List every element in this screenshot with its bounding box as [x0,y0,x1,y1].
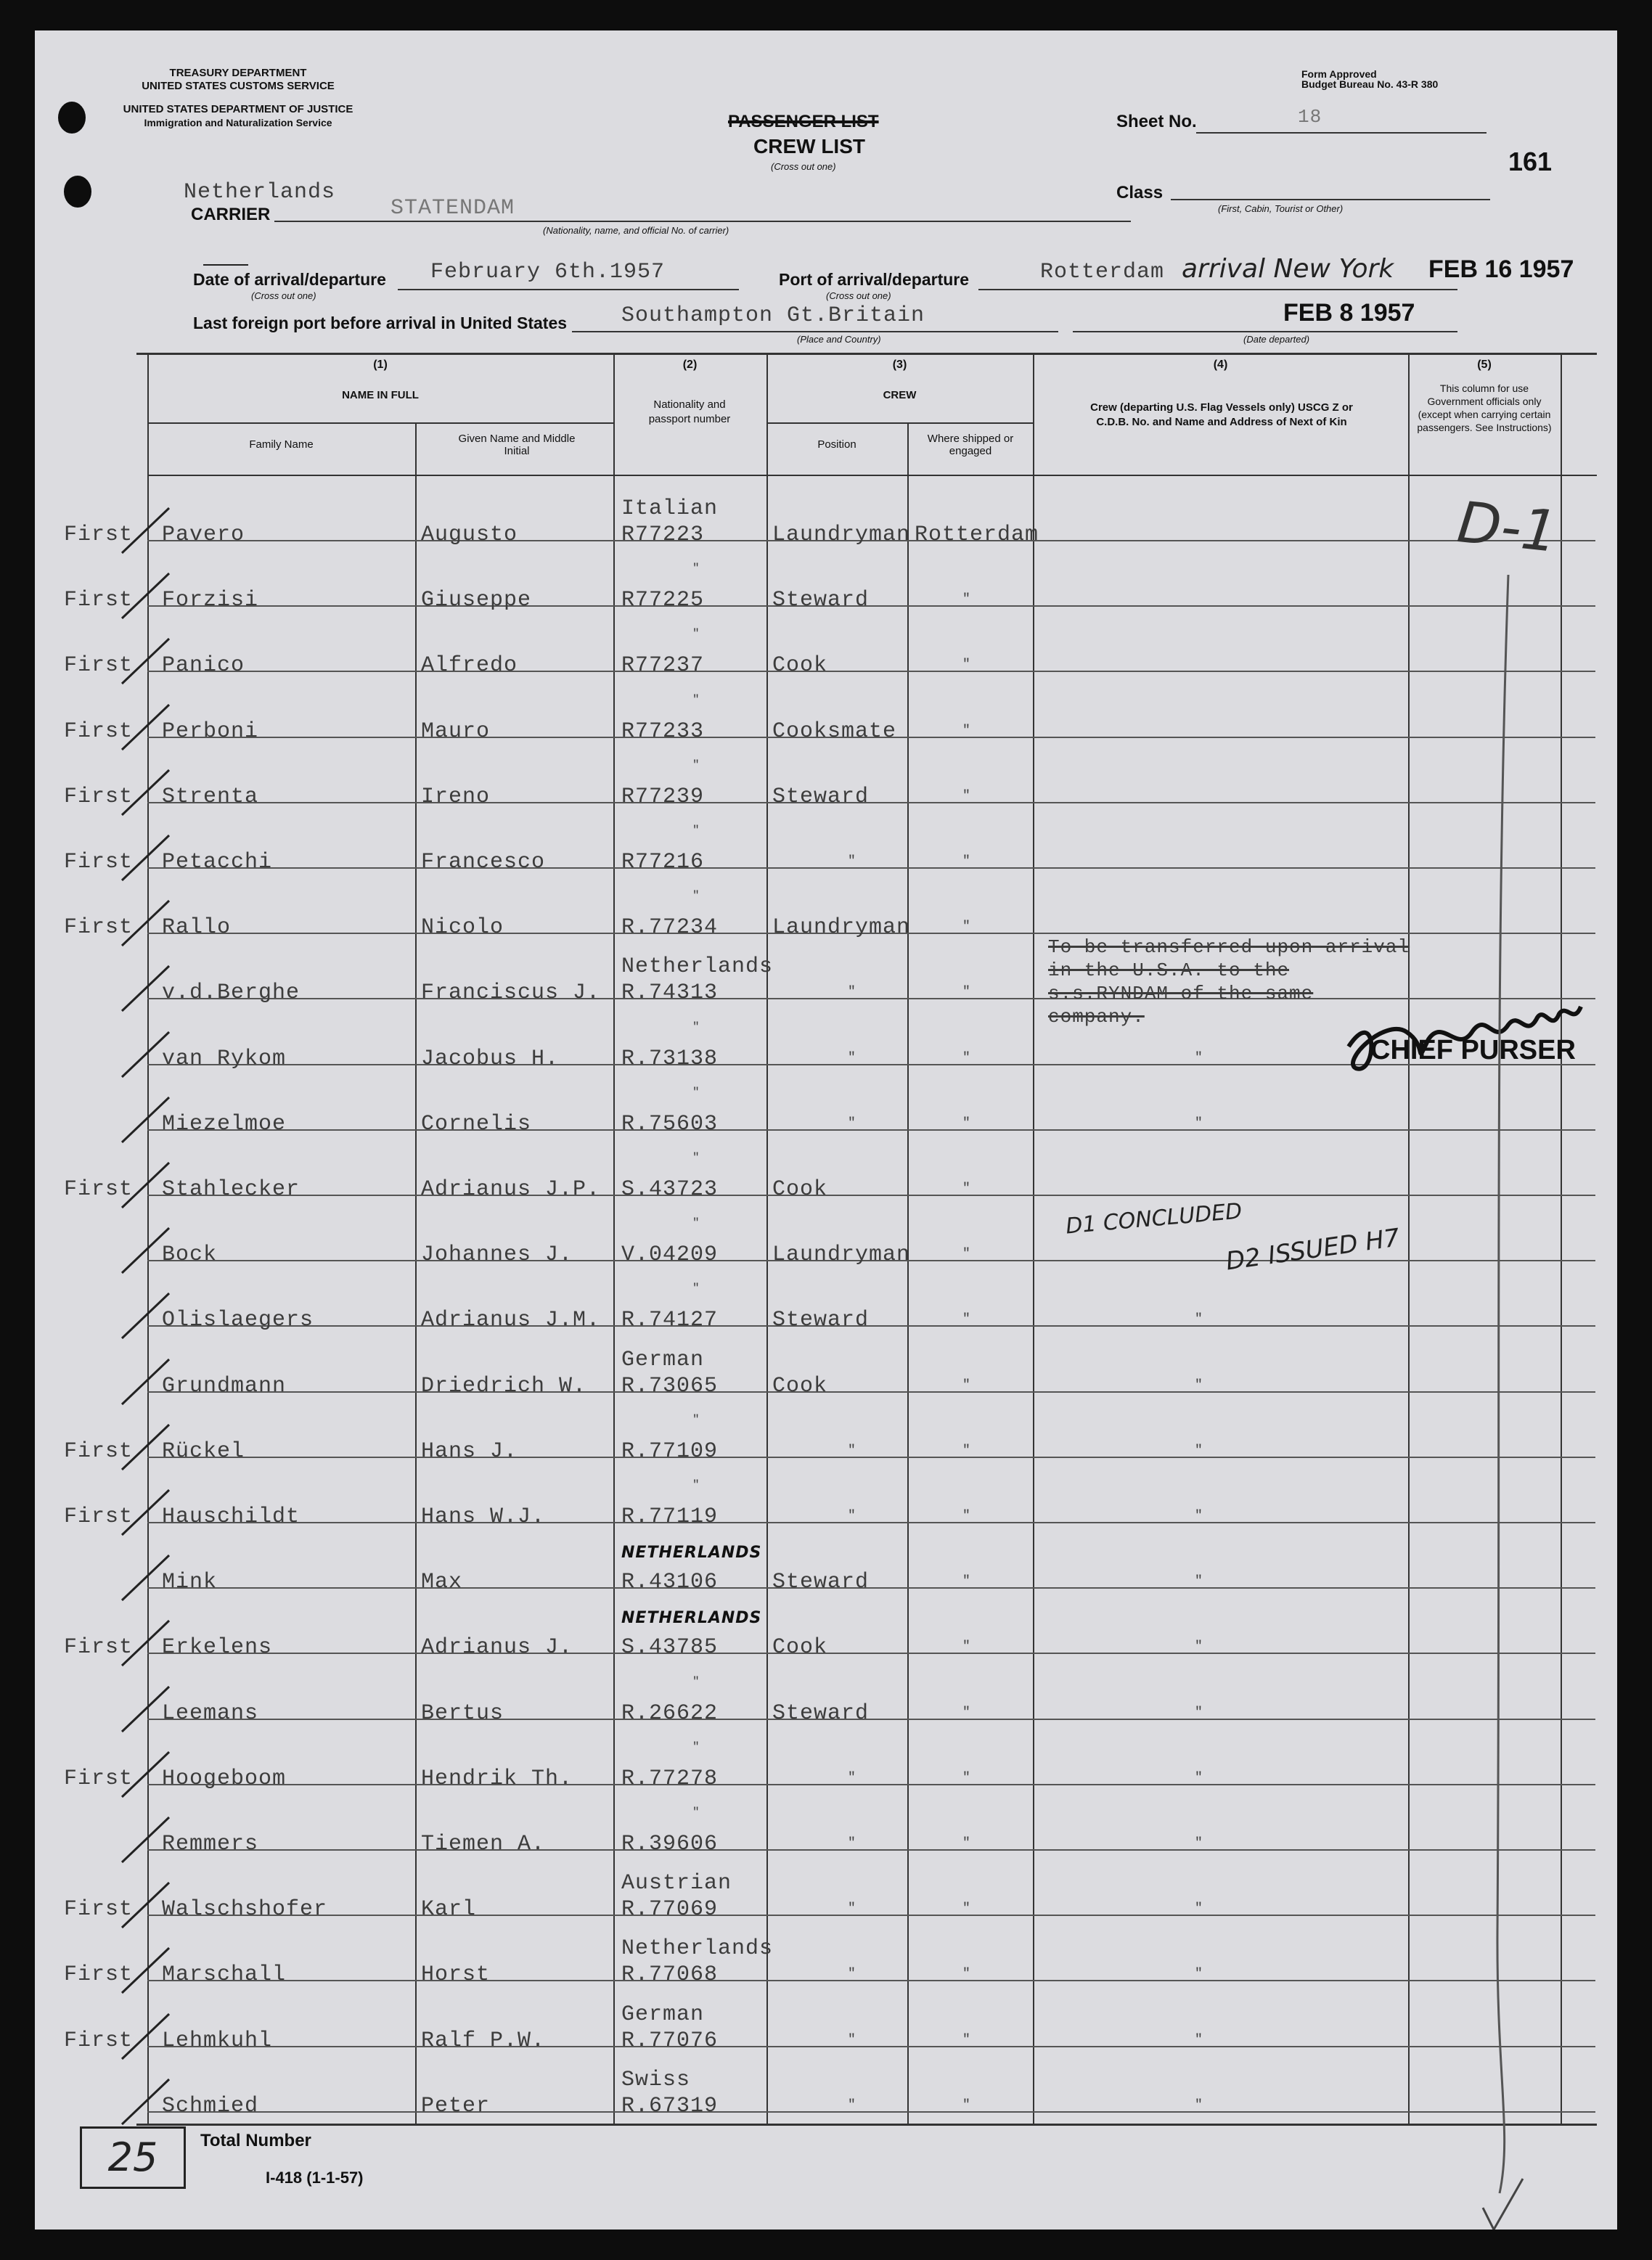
family-name-cell: Hauschildt [162,1504,300,1529]
given-name-cell: Peter [421,2094,491,2118]
check-mark-icon [118,1877,176,1935]
row-first-mark: First [64,653,134,678]
nationality-cell: " [692,627,700,640]
row-rule [147,1195,1595,1196]
given-name-cell: Tiemen A. [421,1832,546,1856]
col4-number: (4) [1213,359,1228,371]
given-name-cell: Horst [421,1962,491,1987]
nationality-cell: " [692,1675,700,1688]
next-of-kin-cell: " [1195,2033,1203,2047]
where-shipped-cell: " [962,985,971,999]
next-of-kin-cell: " [1195,1509,1203,1523]
family-name-cell: Rallo [162,915,232,940]
nationality-cell: German [621,2002,705,2027]
where-shipped-cell: " [962,1901,971,1916]
cross-out-hint: (Cross out one) [771,161,836,172]
given-name-cell: Alfredo [421,653,518,678]
where-shipped-cell: " [962,1312,971,1327]
given-name-cell: Adrianus J. [421,1635,573,1660]
row-rule [147,802,1595,803]
position-cell: " [848,1444,856,1458]
total-label: Total Number [200,2131,311,2150]
passport-cell: S.43785 [621,1635,719,1660]
row-first-mark: First [64,785,134,809]
check-mark-icon [118,1615,176,1673]
position-cell: " [848,2033,856,2047]
row-rule [147,867,1595,869]
row-first-mark: First [64,1635,134,1660]
family-name-cell: Marschall [162,1962,287,1987]
arrival-note: arrival New York [1182,254,1394,284]
given-name-cell: Hendrik Th. [421,1766,573,1791]
gov-bracket-line [1479,553,1530,2230]
given-name-cell: Johannes J. [421,1242,573,1267]
check-mark-icon [118,1549,176,1608]
where-shipped-cell: " [962,2098,971,2113]
next-of-kin-cell: " [1195,1706,1203,1720]
check-mark-icon [118,1092,176,1150]
given-name-cell: Hans J. [421,1439,518,1464]
row-rule [147,1653,1595,1654]
row-first-mark: First [64,2028,134,2053]
nationality-cell: " [692,1282,700,1295]
nationality-cell: NETHERLANDS [621,1544,762,1562]
total-value: 25 [107,2134,158,2180]
row-rule [147,1849,1595,1851]
col4-title: Crew (departing U.S. Flag Vessels only) USCG Z or C.D.B. No. and Name and Address of Next of Kin [1090,401,1353,428]
family-name-cell: Hoogeboom [162,1766,287,1791]
col-position: Position [817,438,856,451]
check-mark-icon [118,2008,176,2066]
row-first-mark: First [64,1439,134,1464]
given-name-cell: Adrianus J.M. [421,1308,601,1332]
arrival-stamp: FEB 16 1957 [1428,255,1574,283]
given-name-cell: Ireno [421,785,491,809]
carrier-name: STATENDAM [390,196,515,221]
transfer-note-line4: company. [1048,1006,1145,1028]
next-of-kin-cell: " [1195,1639,1203,1654]
nationality-cell: " [692,889,700,902]
family-name-cell: Petacchi [162,850,273,875]
family-name-cell: Grundmann [162,1374,287,1399]
page-number: 161 [1508,147,1553,176]
where-shipped-cell: Rotterdam [915,523,1039,547]
where-shipped-cell: " [962,1967,971,1981]
where-shipped-cell: " [962,1771,971,1785]
family-name-cell: Walschshofer [162,1897,328,1922]
position-cell: " [848,1509,856,1523]
port-hint: (Cross out one) [826,290,891,301]
carrier-label: CARRIER [191,205,271,224]
next-of-kin-cell: " [1195,1967,1203,1981]
row-first-mark: First [64,1177,134,1202]
col-where-shipped: Where shipped or engaged [927,433,1014,457]
check-mark-icon [118,2073,176,2132]
budget-bureau: Budget Bureau No. 43-R 380 [1301,78,1439,90]
where-shipped-cell: " [962,1444,971,1458]
position-cell: Steward [772,1570,870,1594]
transfer-note-line3: s.s.RYNDAM of the same [1048,983,1314,1004]
check-mark-icon [118,1287,176,1346]
position-cell: Laundryman [772,523,911,547]
transfer-note-line1: To be transferred upon arrival [1048,936,1410,958]
where-shipped-cell: " [962,1116,971,1131]
next-of-kin-cell: " [1195,1836,1203,1851]
date-value: February 6th.1957 [430,260,666,284]
col1-title: NAME IN FULL [342,389,419,401]
date-departed-stamp: FEB 8 1957 [1283,299,1415,327]
family-name-cell: Olislaegers [162,1308,314,1332]
last-port-value: Southampton Gt.Britain [621,303,925,328]
given-name-cell: Giuseppe [421,588,532,613]
row-first-mark: First [64,915,134,940]
passport-cell: R.77119 [621,1504,719,1529]
passport-cell: R.77068 [621,1962,719,1987]
next-of-kin-cell: " [1195,1312,1203,1327]
check-mark-icon [118,568,176,626]
next-of-kin-cell: " [1195,1771,1203,1785]
row-rule [147,1980,1595,1981]
where-shipped-cell: " [962,1574,971,1589]
check-mark-icon [118,1811,176,1870]
given-name-cell: Mauro [421,719,491,744]
row-first-mark: First [64,850,134,875]
family-name-cell: Erkelens [162,1635,273,1660]
family-name-cell: Schmied [162,2094,259,2118]
passport-cell: R.67319 [621,2094,719,2118]
chief-purser: CHIEF PURSER [1370,1035,1576,1065]
nationality-cell: " [692,1020,700,1033]
check-mark-icon [118,1157,176,1215]
given-name-cell: Jacobus H. [421,1047,560,1071]
agency-justice: UNITED STATES DEPARTMENT OF JUSTICE [123,103,353,115]
nationality-cell: Swiss [621,2068,691,2092]
family-name-cell: Remmers [162,1832,259,1856]
purser-signature [1334,974,1595,1090]
given-name-cell: Ralf P.W. [421,2028,546,2053]
col5-title: This column for use Government officials only (except when carrying certain passengers. See Instructions) [1417,382,1552,433]
passport-cell: R77225 [621,588,705,613]
row-first-mark: First [64,1766,134,1791]
row-rule [147,1457,1595,1458]
crew-list-title: CREW LIST [753,135,865,157]
nationality-cell: Netherlands [621,954,774,979]
col5-number: (5) [1477,359,1492,371]
class-label: Class [1116,183,1164,202]
given-name-cell: Driedrich W. [421,1374,587,1399]
date-hint: (Cross out one) [251,290,316,301]
position-cell: Cook [772,653,828,678]
given-name-cell: Bertus [421,1701,504,1726]
nationality-cell: NETHERLANDS [621,1609,762,1627]
next-of-kin-cell: " [1195,1444,1203,1458]
nationality-cell: " [692,1151,700,1164]
passport-cell: R.73065 [621,1374,719,1399]
date-departed-hint: (Date departed) [1243,334,1310,345]
position-cell: Steward [772,588,870,613]
col3-number: (3) [892,359,907,371]
check-mark-icon [118,1026,176,1084]
row-first-mark: First [64,1504,134,1529]
row-rule [147,2046,1595,2047]
nationality-cell: " [692,1413,700,1426]
where-shipped-cell: " [962,1378,971,1393]
given-name-cell: Adrianus J.P. [421,1177,601,1202]
family-name-cell: Mink [162,1570,218,1594]
punch-hole [58,102,86,134]
row-rule [147,671,1595,672]
position-cell: Steward [772,1701,870,1726]
position-cell: " [848,985,856,999]
family-name-cell: Panico [162,653,245,678]
where-shipped-cell: " [962,1706,971,1720]
date-label: Date of arrival/departure [193,270,386,289]
next-of-kin-cell: " [1195,1051,1203,1065]
next-of-kin-cell: " [1195,1574,1203,1589]
passenger-list-struck: PASSENGER LIST [728,112,879,131]
given-name-cell: Nicolo [421,915,504,940]
where-shipped-cell: " [962,1639,971,1654]
row-rule [147,1391,1595,1393]
position-cell: Steward [772,1308,870,1332]
agency-customs: UNITED STATES CUSTOMS SERVICE [142,80,335,92]
total-box [80,2126,186,2189]
passport-cell: R.75603 [621,1112,719,1137]
sheet-no-value: 18 [1298,106,1322,128]
col2-number: (2) [682,359,698,371]
row-rule [147,1522,1595,1523]
carrier-hint: (Nationality, name, and official No. of carrier) [543,225,729,236]
class-hint: (First, Cabin, Tourist or Other) [1218,203,1344,214]
row-first-mark: First [64,1962,134,1987]
where-shipped-cell: " [962,2033,971,2047]
position-cell: " [848,854,856,869]
position-cell: " [848,1051,856,1065]
passport-cell: R.77069 [621,1897,719,1922]
nationality-cell: " [692,824,700,837]
where-shipped-cell: " [962,658,971,672]
row-rule [147,1325,1595,1327]
check-mark-icon [118,502,176,560]
position-cell: Laundryman [772,915,911,940]
check-mark-icon [118,699,176,757]
position-cell: " [848,1901,856,1916]
position-cell: Laundryman [772,1242,911,1267]
nationality-cell: " [692,1086,700,1099]
position-cell: Cook [772,1635,828,1660]
position-cell: " [848,2098,856,2113]
nationality-cell: " [692,693,700,706]
check-mark-icon [118,830,176,888]
carrier-nationality: Netherlands [184,180,336,205]
check-mark-icon [118,1746,176,1804]
passport-cell: R.43106 [621,1570,719,1594]
passport-cell: R.74313 [621,980,719,1005]
position-cell: " [848,1967,856,1981]
given-name-cell: Augusto [421,523,518,547]
row-first-mark: First [64,588,134,613]
next-of-kin-cell: " [1195,1378,1203,1393]
passport-cell: R77233 [621,719,705,744]
where-shipped-cell: " [962,1247,971,1261]
nationality-cell: " [692,1740,700,1753]
passport-cell: R.39606 [621,1832,719,1856]
row-first-mark: First [64,523,134,547]
col-given-name: Given Name and Middle Initial [458,433,576,457]
next-of-kin-cell: " [1195,2098,1203,2113]
position-cell: " [848,1836,856,1851]
passport-cell: V.04209 [621,1242,719,1267]
where-shipped-cell: " [962,1051,971,1065]
check-mark-icon [118,1942,176,2000]
row-rule [147,1587,1595,1589]
punch-hole [64,176,91,208]
d2-issued: D2 ISSUED H7 [1224,1223,1402,1277]
nationality-cell: " [692,1216,700,1229]
place-hint: (Place and Country) [797,334,881,345]
passport-cell: R.77234 [621,915,719,940]
agency-treasury: TREASURY DEPARTMENT [169,67,307,79]
where-shipped-cell: " [962,920,971,934]
where-shipped-cell: " [962,592,971,607]
check-mark-icon [118,960,176,1018]
given-name-cell: Hans W.J. [421,1504,546,1529]
check-mark-icon [118,1484,176,1542]
where-shipped-cell: " [962,789,971,803]
nationality-cell: " [692,758,700,771]
family-name-cell: Strenta [162,785,259,809]
family-name-cell: Bock [162,1242,218,1267]
where-shipped-cell: " [962,1509,971,1523]
port-value: Rotterdam [1040,260,1165,284]
nationality-cell: " [692,562,700,575]
row-rule [147,605,1595,607]
check-mark-icon [118,764,176,822]
passport-cell: R77239 [621,785,705,809]
passport-cell: S.43723 [621,1177,719,1202]
given-name-cell: Max [421,1570,463,1594]
check-mark-icon [118,1681,176,1739]
col2-title: Nationality and passport number [648,398,731,425]
check-mark-icon [118,895,176,953]
next-of-kin-cell: " [1195,1116,1203,1131]
check-mark-icon [118,1222,176,1280]
agency-ins: Immigration and Naturalization Service [144,117,332,128]
family-name-cell: Miezelmoe [162,1112,287,1137]
nationality-cell: " [692,1478,700,1491]
passport-cell: R77237 [621,653,705,678]
passport-cell: R.77076 [621,2028,719,2053]
where-shipped-cell: " [962,724,971,738]
given-name-cell: Francesco [421,850,546,875]
form-approved: Form Approved [1301,68,1377,80]
next-of-kin-cell: " [1195,1901,1203,1916]
position-cell: Cook [772,1177,828,1202]
row-first-mark: First [64,719,134,744]
row-first-mark: First [64,1897,134,1922]
sheet-no-label: Sheet No. [1116,112,1197,131]
family-name-cell: v.d.Berghe [162,980,300,1005]
position-cell: Steward [772,785,870,809]
position-cell: " [848,1116,856,1131]
position-cell: " [848,1771,856,1785]
row-rule [147,1915,1595,1916]
family-name-cell: Stahlecker [162,1177,300,1202]
passport-cell: R77223 [621,523,705,547]
family-name-cell: Forzisi [162,588,259,613]
nationality-cell: Italian [621,496,719,521]
passport-cell: R.74127 [621,1308,719,1332]
row-rule [147,1784,1595,1785]
transfer-note-line2: in the U.S.A. to the [1048,959,1290,981]
passport-cell: R77216 [621,850,705,875]
row-rule [147,2111,1595,2113]
crew-list-form [35,30,1617,2230]
where-shipped-cell: " [962,1836,971,1851]
col1-number: (1) [373,359,388,371]
check-mark-icon [118,633,176,691]
row-rule [147,1719,1595,1720]
family-name-cell: van Rykom [162,1047,287,1071]
family-name-cell: Lehmkuhl [162,2028,273,2053]
port-label: Port of arrival/departure [779,270,970,289]
given-name-cell: Cornelis [421,1112,532,1137]
position-cell: Cooksmate [772,719,897,744]
given-name-cell: Karl [421,1897,477,1922]
position-cell: Cook [772,1374,828,1399]
check-mark-icon [118,1354,176,1412]
gov-mark: D-1 [1454,490,1561,565]
where-shipped-cell: " [962,1182,971,1196]
family-name-cell: Pavero [162,523,245,547]
family-name-cell: Perboni [162,719,259,744]
nationality-cell: Austrian [621,1871,732,1896]
row-rule [147,1129,1595,1131]
last-port-label: Last foreign port before arrival in United States [193,314,568,332]
passport-cell: R.73138 [621,1047,719,1071]
passport-cell: R.77109 [621,1439,719,1464]
nationality-cell: German [621,1348,705,1372]
given-name-cell: Franciscus J. [421,980,601,1005]
form-number: I-418 (1-1-57) [266,2169,364,2187]
passport-cell: R.77278 [621,1766,719,1791]
col3-title: CREW [883,389,917,401]
nationality-cell: " [692,1806,700,1819]
d1-concluded: D1 CONCLUDED [1064,1198,1243,1240]
passport-cell: R.26622 [621,1701,719,1726]
check-mark-icon [118,1419,176,1477]
where-shipped-cell: " [962,854,971,869]
family-name-cell: Leemans [162,1701,259,1726]
col-family-name: Family Name [249,438,314,451]
nationality-cell: Netherlands [621,1936,774,1961]
family-name-cell: Rückel [162,1439,245,1464]
